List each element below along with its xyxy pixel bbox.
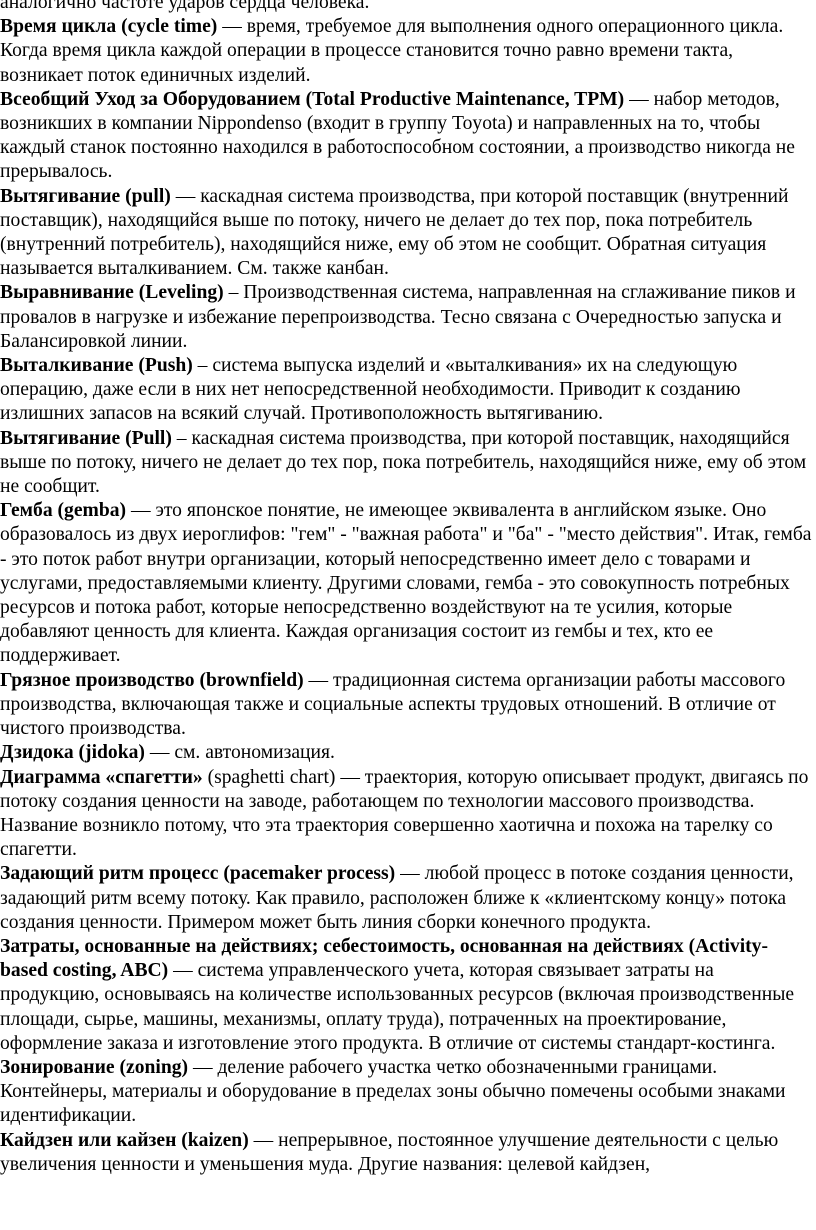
glossary-definition: — см. автономизация. bbox=[144, 742, 335, 764]
glossary-definition: — традиционная система организации работы массового производства, включающая также и социальные аспекты трудовых отношений. В отличие от чистого производства. bbox=[0, 669, 786, 740]
glossary-entry bbox=[0, 0, 812, 15]
glossary-definition: — каскадная система производства, при которой поставщик (внутренний поставщик), находящийся выше по потоку, ничего не делает до тех пор, пока потребитель (внутренний потребитель), находящийся ниже, ему об этом не сообщит. Обратная ситуация называется выталкиванием. См. также канбан. bbox=[0, 185, 789, 280]
glossary-term: Гемба (gemba) bbox=[0, 500, 127, 522]
glossary-entry bbox=[0, 935, 812, 1056]
glossary-term: Кайдзен или кайзен (kaizen) bbox=[0, 1129, 249, 1151]
glossary-definition: – Производственная система, направленная на сглаживание пиков и провалов в нагрузке и избежание перепроизводства. Тесно связана с Очередностью запуска и Балансировкой линии. bbox=[0, 282, 796, 352]
glossary-term: Зонирование (zoning) bbox=[0, 1056, 189, 1078]
glossary-term: Время цикла (cycle time) bbox=[0, 16, 218, 38]
glossary-definition: — набор методов, возникших в компании Nippondenso (входит в группу Toyota) и направленных на то, чтобы каждый станок постоянно находился в работоспособном состоянии, а производство никогда не прерывалось. bbox=[0, 88, 795, 183]
glossary-entry bbox=[0, 185, 812, 282]
glossary-term: Вытягивание (Pull) bbox=[0, 427, 172, 449]
glossary-definition: — деление рабочего участка четко обозначенными границами. Контейнеры, материалы и оборудование в пределах зоны обычно помечены особыми знаками идентификации. bbox=[0, 1056, 786, 1127]
glossary-term: Затраты, основанные на действиях; себестоимость, основанная на действиях (Activity-based costing, ABC) bbox=[0, 935, 769, 982]
glossary-term: Выталкивание (Push) bbox=[0, 355, 193, 377]
glossary-entry bbox=[0, 741, 812, 765]
glossary-term: Всеобщий Уход за Оборудованием (Total Productive Maintenance, TPM) bbox=[0, 88, 625, 110]
glossary-entry bbox=[0, 88, 812, 185]
glossary-definition: – система выпуска изделий и «выталкивания» их на следующую операцию, даже если в них нет непосредственной необходимости. Приводит к созданию излишних запасов на всякий случай. Противоположность вытягиванию. bbox=[0, 355, 741, 425]
glossary-definition: — любой процесс в потоке создания ценности, задающий ритм всему потоку. Как правило, расположен ближе к «клиентскому концу» потока создания ценности. Примером может быть линия сборки конечного продукта. bbox=[0, 863, 794, 933]
glossary-entry bbox=[0, 669, 812, 742]
glossary-term: Выравнивание (Leveling) bbox=[0, 282, 224, 304]
glossary-term: Дзидока (jidoka) bbox=[0, 742, 145, 764]
glossary-term: Вытягивание (pull) bbox=[0, 185, 171, 207]
glossary-entry bbox=[0, 1129, 812, 1177]
glossary-definition: — время, требуемое для выполнения одного операционного цикла. Когда время цикла каждой операции в процессе становится точно равно времени такта, возникает поток единичных изделий. bbox=[0, 16, 784, 86]
glossary-entry bbox=[0, 281, 812, 354]
glossary-entry bbox=[0, 1056, 812, 1129]
glossary-term: Грязное производство (brownfield) bbox=[0, 669, 304, 691]
glossary-entry bbox=[0, 862, 812, 935]
glossary-definition: (spaghetti chart) — траектория, которую описывает продукт, двигаясь по потоку создания ценности на заводе, работающем по технологии массового производства. Название возникло потому, что эта траектория совершенно хаотична и похожа на тарелку со спагетти. bbox=[0, 766, 809, 861]
glossary-definition: аналогично частоте ударов сердца человека. bbox=[0, 0, 370, 13]
glossary-definition: – каскадная система производства, при которой поставщик, находящийся выше по потоку, ничего не делает до тех пор, пока потребитель, находящийся ниже, ему об этом не сообщит. bbox=[0, 427, 807, 498]
glossary-definition: — это японское понятие, не имеющее эквивалента в английском языке. Оно образовалось из двух иероглифов: "гем" - "важная работа" и "ба" - "место действия". Итак, гемба - это поток работ внутри организации, который непосредственно имеет дело с товарами и услугами, предоставляемыми клиенту. Другими словами, гемба - это совокупность потребных ресурсов и потока работ, которые непосредственно воздействуют на те усилия, которые добавляют ценность для клиента. Каждая организация состоит из гембы и тех, кто ее поддерживает. bbox=[0, 500, 812, 667]
glossary-entry bbox=[0, 15, 812, 88]
glossary-term: Задающий ритм процесс (pacemaker process) bbox=[0, 863, 396, 885]
glossary-entry bbox=[0, 766, 812, 863]
glossary-term: Диаграмма «спагетти» bbox=[0, 766, 203, 788]
glossary-definition: — непрерывное, постоянное улучшение деятельности с целью увеличения ценности и уменьшения муда. Другие названия: целевой кайдзен, bbox=[0, 1129, 779, 1175]
glossary-entry bbox=[0, 427, 812, 500]
glossary-entry bbox=[0, 354, 812, 427]
glossary-entry bbox=[0, 499, 812, 668]
glossary-definition: — система управленческого учета, которая связывает затраты на продукцию, основываясь на количестве использованных ресурсов (включая производственные площади, сырье, машины, механизмы, оплату труда), потраченных на проектирование, оформление заказа и изготовление этого продукта. В отличие от системы стандарт-костинга. bbox=[0, 960, 795, 1054]
